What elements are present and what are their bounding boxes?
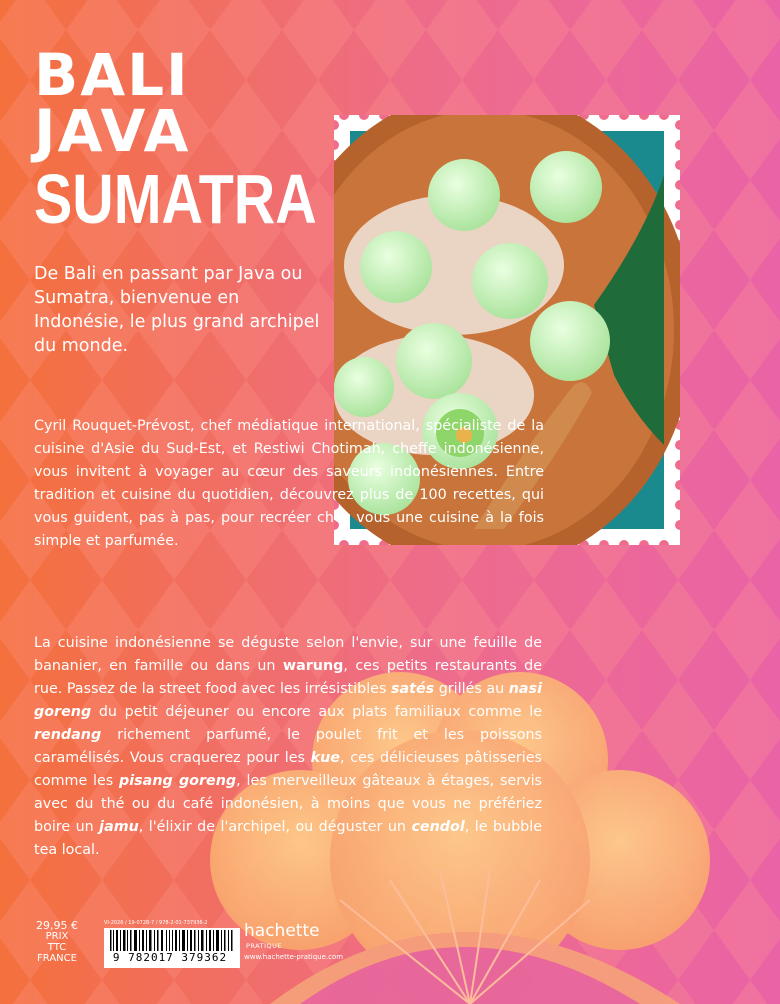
- author-paragraph: [34, 415, 774, 553]
- lead-text: De Bali en passant par Java ou Sumatra, bienvenue en Indonésie, le plus grand archipel du monde.: [34, 264, 320, 356]
- term-jamu: jamu: [99, 819, 139, 835]
- cuisine-text-1: La cuisine indonésienne se déguste selon l'envie, sur une feuille de bananier, en famille ou dans un: [34, 635, 542, 674]
- publisher-url: www.hachette-pratique.com: [244, 953, 344, 961]
- author-paragraph-text: Cyril Rouquet-Prévost, chef médiatique international, spécialiste de la cuisine d'Asie du Sud-Est, et Restiwi Chotimah, cheffe indonésienne, vous invitent à voyager au cœur des saveurs indonésiennes. Entre tradition et cuisine du quotidien, découvrez plus de 100 recettes, qui vous guident, pas à pas, pour recréer chez vous une cuisine à la fois simple et parfumée.: [34, 418, 544, 549]
- barcode-number: 9 782017 379362: [104, 951, 236, 964]
- price-label: PRIX: [45, 931, 69, 942]
- title-line-sumatra: SUMATRA: [34, 160, 317, 238]
- term-kue: kue: [310, 750, 340, 766]
- publisher-imprint: PRATIQUE: [246, 942, 282, 950]
- cuisine-text-4: du petit déjeuner ou encore aux plats familiaux comme le: [91, 704, 542, 720]
- cuisine-text-7: , les merveilleux gâteaux à étages, servis avec du thé ou du café indonésien, à moins que vous ne préfériez boire un: [34, 773, 542, 835]
- term-cendol: cendol: [411, 819, 465, 835]
- cuisine-text-8: , l'élixir de l'archipel, ou déguster un: [138, 819, 412, 835]
- cuisine-text-3: grillés au: [434, 681, 509, 697]
- publisher-logo: hachette: [244, 921, 320, 941]
- term-rendang: rendang: [34, 727, 102, 743]
- cuisine-text-9: , le bubble tea local.: [34, 819, 542, 858]
- price-block: [34, 920, 80, 964]
- title-line-bali: BALI: [34, 41, 190, 109]
- term-sates: satés: [390, 681, 435, 697]
- cuisine-paragraph: [34, 632, 542, 862]
- cuisine-text-2: , ces petits restaurants de rue. Passez de la street food avec les irrésistibles: [34, 658, 542, 697]
- term-pisang-goreng: pisang goreng: [119, 773, 237, 789]
- price-amount: 29,95 €: [36, 919, 78, 932]
- term-nasi-goreng: nasi goreng: [34, 681, 542, 720]
- cuisine-text-6: , ces délicieuses pâtisseries comme les: [34, 750, 542, 789]
- term-warung: warung: [282, 658, 344, 674]
- cuisine-text-5: richement parfumé, le poulet frit et les poissons caramélisés. Vous craquerez pour les: [34, 727, 542, 766]
- title-line-java: JAVA: [34, 97, 191, 165]
- isbn-code: VI-2026 / 19-0728-7 / 978-2-01-737936-2: [104, 920, 208, 926]
- price-tax: TTC: [47, 942, 67, 953]
- stamp-wrap-spacer: [544, 415, 774, 553]
- price-country: FRANCE: [37, 953, 77, 964]
